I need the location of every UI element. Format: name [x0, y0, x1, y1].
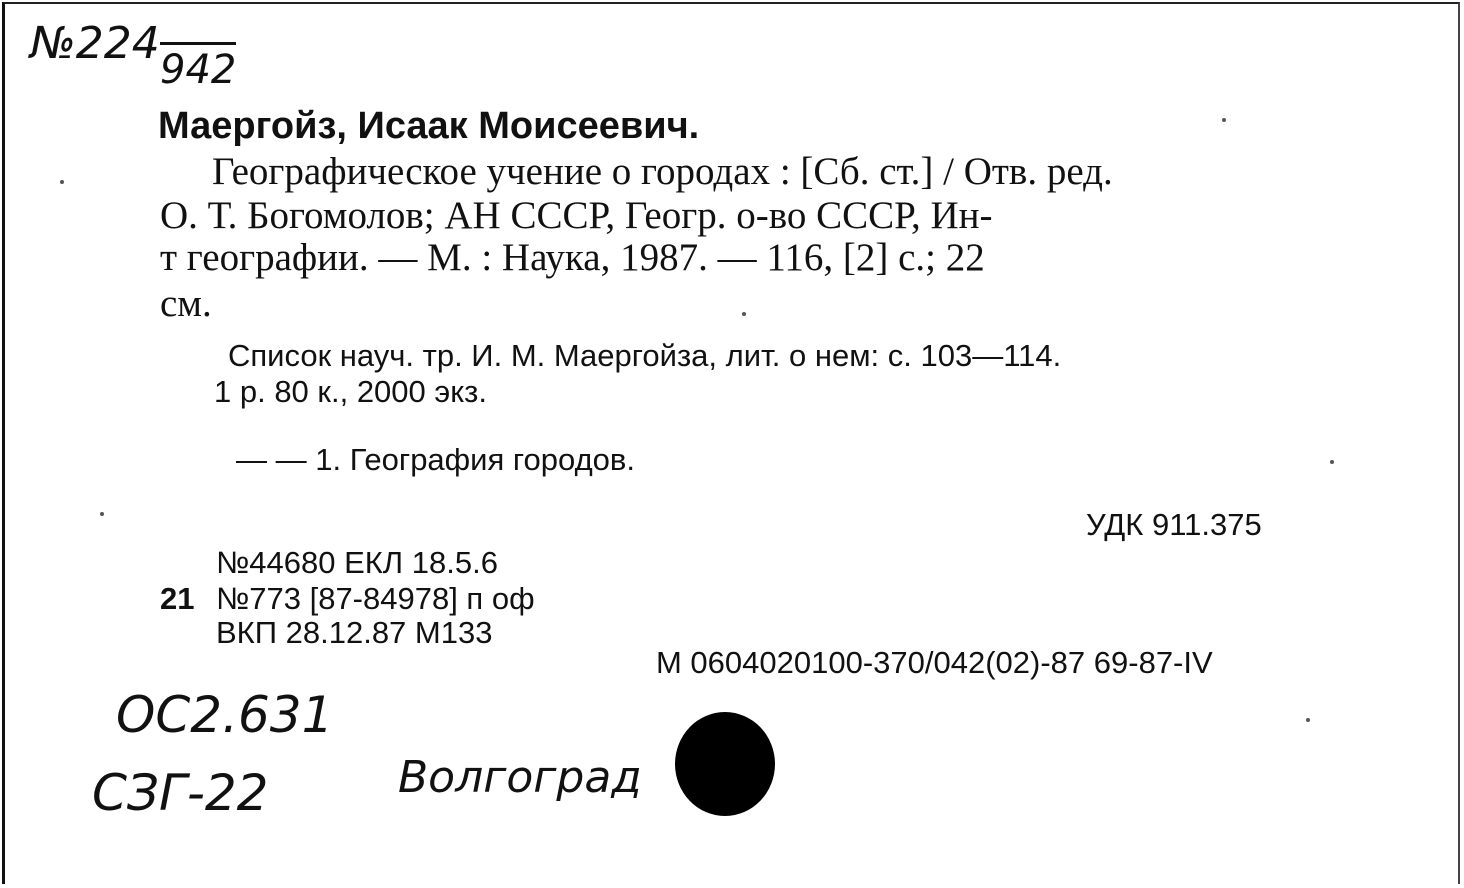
scan-speck: [1330, 460, 1334, 464]
catalog-line-2-prefix: 21: [160, 581, 195, 616]
title-line-1: Географическое учение о городах : [Сб. ст.] / Отв. ред.: [212, 150, 1113, 193]
punch-hole: [675, 712, 775, 816]
scan-speck: [1306, 718, 1310, 722]
handwritten-shelfmark: OC2.631: [116, 686, 334, 744]
index-line: М 0604020100-370/042(02)-87 69-87-IV: [656, 645, 1213, 680]
handwritten-code-bottom: СЗГ-22: [92, 764, 269, 822]
note-line-2: 1 р. 80 к., 2000 экз.: [214, 374, 487, 409]
udk-code: УДК 911.375: [1086, 507, 1262, 542]
author-heading: Маергойз, Исаак Моисеевич.: [158, 105, 700, 147]
catalog-line-3: ВКП 28.12.87 М133: [216, 615, 493, 650]
handwritten-code-top-2: 942: [160, 42, 236, 93]
scan-speck: [742, 312, 746, 316]
title-line-2: О. Т. Богомолов; АН СССР, Геогр. о-во СССР, Ин-: [160, 194, 993, 237]
scan-speck: [60, 180, 64, 184]
title-line-3: т географии. — М. : Наука, 1987. — 116, [2] с.; 22: [160, 236, 985, 279]
subject-heading: — — 1. География городов.: [236, 442, 635, 477]
catalog-line-1: №44680 ЕКЛ 18.5.6: [216, 545, 498, 580]
catalog-line-2: №773 [87-84978] п оф: [216, 581, 535, 616]
handwritten-code-top: №224: [30, 18, 160, 69]
scan-speck: [100, 512, 104, 516]
handwritten-place: Волгоград: [398, 752, 642, 803]
title-line-4: см.: [160, 282, 212, 325]
note-line-1: Список науч. тр. И. М. Маергойза, лит. о нем: с. 103—114.: [228, 338, 1062, 373]
scan-speck: [1222, 118, 1226, 122]
